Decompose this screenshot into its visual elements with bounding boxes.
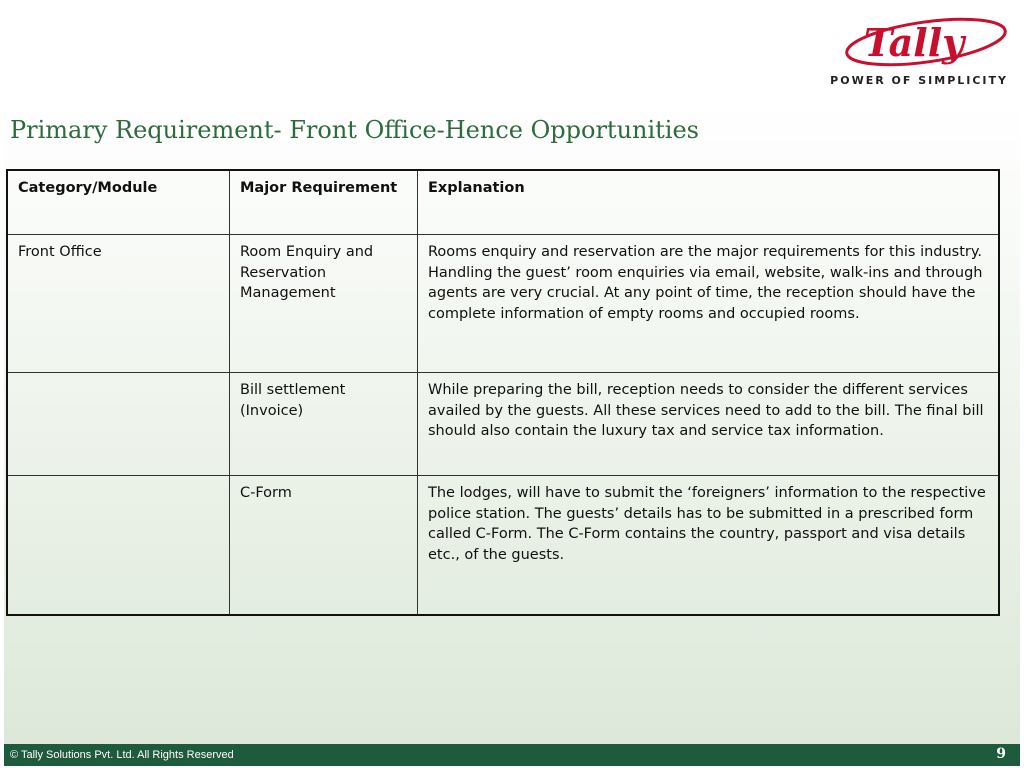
table-header-row — [7, 170, 999, 235]
slide-title: Primary Requirement- Front Office-Hence Opportunities — [10, 116, 699, 144]
header-explanation: Explanation — [418, 170, 1000, 235]
cell-requirement: Bill settlement (Invoice) — [230, 373, 418, 476]
cell-requirement: C-Form — [230, 476, 418, 616]
cell-requirement: Room Enquiry and Reservation Management — [230, 235, 418, 373]
cell-explanation: While preparing the bill, reception needs to consider the different services availed by the guests. All these services need to add to the bill. The final bill should also contain the luxury tax and service tax information. — [418, 373, 1000, 476]
table-row — [7, 476, 999, 616]
header-requirement: Major Requirement — [230, 170, 418, 235]
cell-category: Front Office — [7, 235, 230, 373]
cell-category — [7, 373, 230, 476]
cell-explanation: The lodges, will have to submit the ‘foreigners’ information to the respective police station. The guests’ details has to be submitted in a prescribed form called C-Form. The C-Form contains the country, passport and visa details etc., of the guests. — [418, 476, 1000, 616]
brand-tagline: POWER OF SIMPLICITY — [830, 74, 1008, 87]
slide-footer — [4, 744, 1020, 766]
table-row — [7, 235, 999, 373]
table-row — [7, 373, 999, 476]
copyright-text: © Tally Solutions Pvt. Ltd. All Rights Reserved — [10, 749, 234, 761]
header-category: Category/Module — [7, 170, 230, 235]
requirements-table — [6, 169, 1000, 616]
page-number: 9 — [996, 746, 1006, 762]
cell-explanation: Rooms enquiry and reservation are the major requirements for this industry. Handling the guest’ room enquiries via email, website, walk-ins and through agents are very crucial. At any point of time, the reception should have the complete information of empty rooms and occupied rooms. — [418, 235, 1000, 373]
logo-text: Tally — [864, 20, 965, 65]
cell-category — [7, 476, 230, 616]
